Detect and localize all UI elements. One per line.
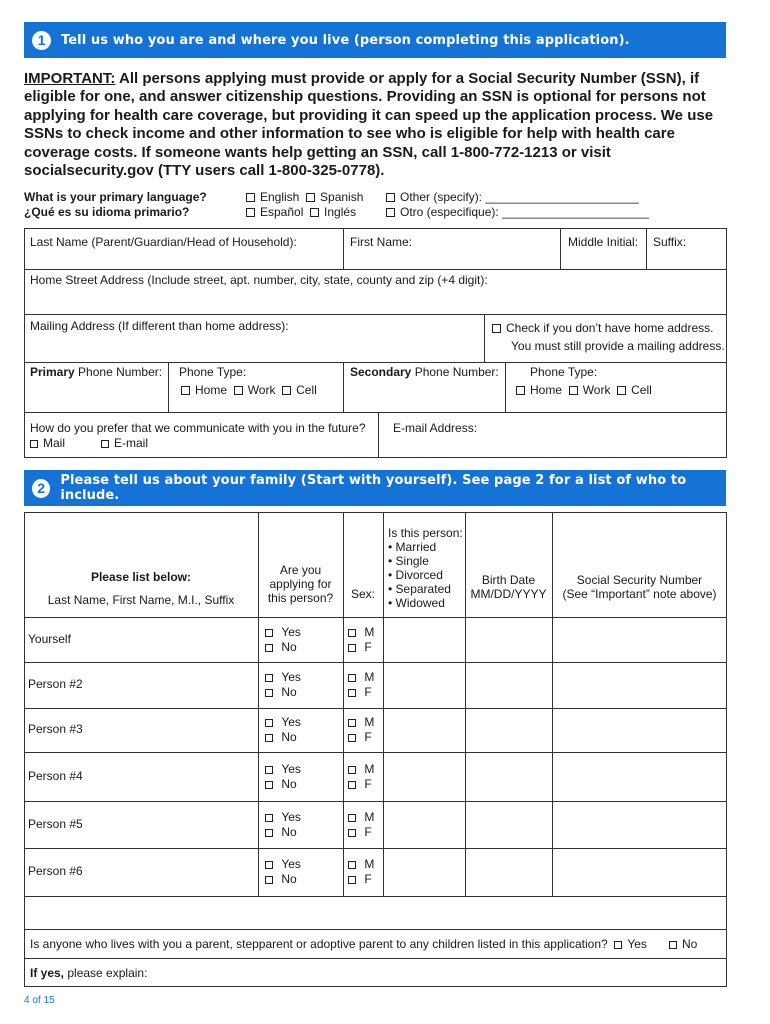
- sex-m-label: M: [364, 624, 375, 639]
- applying-yes-label: Yes: [281, 670, 301, 684]
- applying-yes-checkbox[interactable]: [265, 719, 273, 727]
- language-options-other: [386, 190, 649, 220]
- communicate-options: [30, 434, 148, 452]
- secondary-phone-label: Phone Number:: [411, 365, 499, 379]
- marital-input[interactable]: [385, 850, 463, 894]
- primary-work-checkbox[interactable]: [234, 386, 243, 395]
- language-question: [24, 190, 207, 220]
- sex-f-checkbox[interactable]: [348, 876, 356, 884]
- email-checkbox[interactable]: [101, 440, 109, 448]
- parent-question: [30, 935, 697, 953]
- applying-no-label: No: [281, 685, 297, 699]
- applying-options: [265, 625, 301, 655]
- no-home-check-label: Check if you don’t have home address.: [506, 321, 714, 335]
- email-address-field[interactable]: E-mail Address:: [393, 421, 478, 435]
- mailing-address-field[interactable]: Mailing Address (If different than home address):: [30, 319, 289, 333]
- is-this-person: Is this person:: [388, 526, 463, 540]
- suffix-field[interactable]: Suffix:: [653, 235, 687, 249]
- applying-no-checkbox[interactable]: [265, 876, 273, 884]
- applying-yes-checkbox[interactable]: [265, 674, 273, 682]
- ssn-input[interactable]: [554, 850, 725, 894]
- sex-options: [348, 625, 374, 655]
- applying-header: [258, 563, 343, 605]
- marital-input[interactable]: [385, 803, 463, 846]
- sex-f-checkbox[interactable]: [348, 734, 356, 742]
- family-row-label: Person #4: [28, 768, 83, 783]
- applying-line-2: applying for: [269, 577, 332, 591]
- marital-input[interactable]: [385, 710, 463, 750]
- sex-f-label: F: [364, 685, 372, 699]
- applying-yes-label: Yes: [281, 761, 301, 776]
- espanol-checkbox[interactable]: [246, 208, 255, 217]
- applying-yes-label: Yes: [281, 857, 301, 871]
- applying-yes-checkbox[interactable]: [265, 629, 273, 637]
- sex-options: [348, 810, 374, 840]
- sex-options: [348, 715, 374, 745]
- ingles-label: Inglés: [324, 205, 357, 219]
- mail-label: Mail: [43, 436, 66, 450]
- first-name-field[interactable]: First Name:: [350, 235, 413, 249]
- family-row-label: Person #5: [28, 816, 83, 831]
- home-address-field[interactable]: Home Street Address (Include street, apt. number, city, state, county and zip (+4 digit):: [30, 273, 488, 287]
- sex-f-checkbox[interactable]: [348, 689, 356, 697]
- birth-date-input[interactable]: [467, 850, 550, 894]
- section-1-banner: [24, 22, 726, 58]
- espanol-label: Español: [260, 205, 304, 219]
- no-home-note: You must still provide a mailing address.: [511, 339, 725, 353]
- ssn-input[interactable]: [554, 619, 725, 660]
- language-options-1: [246, 190, 363, 220]
- applying-no-label: No: [281, 776, 297, 791]
- spanish-label: Spanish: [320, 190, 364, 204]
- birth-date-line-2: MM/DD/YYYY: [470, 587, 547, 601]
- applying-options: [265, 670, 301, 700]
- ssn-header: [552, 573, 727, 601]
- primary-phone-label: Phone Number:: [74, 365, 163, 379]
- list-below-header: Please list below:: [90, 570, 192, 584]
- name-input[interactable]: [100, 664, 256, 706]
- primary-work-label: Work: [247, 383, 276, 397]
- ssn-input[interactable]: [554, 803, 725, 846]
- primary-phone-type-label: Phone Type:: [179, 365, 247, 379]
- applying-options: [265, 810, 301, 840]
- primary-cell-label: Cell: [296, 383, 317, 397]
- birth-date-input[interactable]: [467, 619, 550, 660]
- primary-phone-type: [181, 381, 317, 399]
- applying-options: [265, 762, 301, 792]
- other-lang-checkbox[interactable]: [386, 193, 395, 202]
- sex-header: Sex:: [350, 587, 375, 601]
- parent-yes-checkbox[interactable]: [614, 941, 622, 949]
- marital-option: • Married: [388, 540, 437, 554]
- sex-m-label: M: [364, 809, 375, 824]
- birth-date-input[interactable]: [467, 803, 550, 846]
- marital-option: • Widowed: [388, 596, 445, 610]
- applying-no-label: No: [281, 730, 297, 744]
- applying-yes-checkbox[interactable]: [265, 861, 273, 869]
- english-checkbox[interactable]: [246, 193, 255, 202]
- sex-f-checkbox[interactable]: [348, 644, 356, 652]
- marital-input[interactable]: [385, 664, 463, 706]
- section-number: 2: [32, 479, 50, 498]
- ssn-line-2: (See “Important” note above): [562, 587, 717, 601]
- section-title: Please tell us about your family (Start with yourself). See page 2 for a list of who to include.: [60, 473, 687, 503]
- sex-f-label: F: [364, 872, 372, 886]
- birth-date-header: [465, 573, 552, 601]
- other-lang-label[interactable]: Other (specify): _______________________: [400, 190, 639, 204]
- section-number: 1: [32, 31, 51, 50]
- sex-m-label: M: [364, 715, 375, 729]
- birth-date-input[interactable]: [467, 664, 550, 706]
- sex-m-checkbox[interactable]: [348, 719, 356, 727]
- no-home-address-checkbox[interactable]: [492, 324, 501, 333]
- sex-m-label: M: [364, 761, 375, 776]
- sex-m-checkbox[interactable]: [348, 814, 356, 822]
- applying-no-label: No: [281, 824, 297, 839]
- name-input[interactable]: [100, 850, 256, 894]
- secondary-bold: Secondary: [350, 365, 412, 379]
- name-input[interactable]: [100, 619, 256, 660]
- secondary-phone-field[interactable]: [350, 363, 499, 381]
- applying-no-checkbox[interactable]: [265, 829, 273, 837]
- marital-option: • Separated: [388, 582, 451, 596]
- applying-no-checkbox[interactable]: [265, 644, 273, 652]
- language-question-es: ¿Qué es su idioma primario?: [24, 205, 190, 219]
- parent-question-text: Is anyone who lives with you a parent, stepparent or adoptive parent to any children listed in this application?: [30, 937, 608, 951]
- sex-m-label: M: [364, 857, 375, 871]
- communicate-question: How do you prefer that we communicate with you in the future?: [30, 421, 366, 435]
- birth-date-line-1: Birth Date: [481, 573, 536, 587]
- ingles-checkbox[interactable]: [310, 208, 319, 217]
- sex-m-checkbox[interactable]: [348, 766, 356, 774]
- primary-phone-field[interactable]: [30, 363, 162, 381]
- language-question-en: What is your primary language?: [24, 190, 207, 204]
- sex-f-label: F: [364, 639, 372, 654]
- name-format-header: Last Name, First Name, M.I., Suffix: [47, 593, 235, 607]
- sex-f-label: F: [364, 730, 372, 744]
- family-row-label: Person #2: [28, 677, 83, 691]
- sex-options: [348, 670, 374, 700]
- section-title: Tell us who you are and where you live (person completing this application).: [61, 32, 630, 48]
- sex-f-checkbox[interactable]: [348, 781, 356, 789]
- ssn-input[interactable]: [554, 754, 725, 799]
- applying-options: [265, 857, 301, 887]
- parent-no-label: No: [681, 937, 698, 951]
- if-yes-bold: If yes,: [30, 966, 65, 980]
- parent-yes-label: Yes: [627, 937, 647, 951]
- secondary-phone-type: [516, 381, 652, 399]
- sex-m-checkbox[interactable]: [348, 674, 356, 682]
- sex-m-label: M: [364, 670, 375, 684]
- sex-options: [348, 762, 374, 792]
- ssn-input[interactable]: [554, 710, 725, 750]
- parent-no-checkbox[interactable]: [669, 941, 677, 949]
- no-home-address: [492, 319, 713, 337]
- important-notice: [24, 70, 728, 180]
- secondary-work-checkbox[interactable]: [569, 386, 578, 395]
- spanish-checkbox[interactable]: [306, 193, 315, 202]
- ssn-line-1: Social Security Number: [576, 573, 703, 587]
- email-option-label: E-mail: [114, 436, 149, 450]
- english-label: English: [260, 190, 300, 204]
- applying-line-1: Are you: [279, 563, 322, 577]
- sex-m-checkbox[interactable]: [348, 861, 356, 869]
- applying-no-checkbox[interactable]: [265, 734, 273, 742]
- applying-yes-label: Yes: [281, 809, 301, 824]
- sex-options: [348, 857, 374, 887]
- sex-f-label: F: [364, 824, 372, 839]
- important-text: All persons applying must provide or apply for a Social Security Number (SSN), if eligible for one, and answer citizenship questions. Providing an SSN is optional for persons not applying for health care coverage, but providing it can speed up the application process. We use SSNs to check income and other information to see who is eligible for help with health care coverage costs. If someone wants help getting an SSN, call 1-800-772-1213 or visit socialsecurity.gov (TTY users call 1-800-325-0778).: [24, 70, 714, 180]
- name-input[interactable]: [100, 803, 256, 846]
- name-input[interactable]: [100, 754, 256, 799]
- mail-checkbox[interactable]: [30, 440, 38, 448]
- name-input[interactable]: [100, 710, 256, 750]
- applying-line-3: this person?: [267, 591, 334, 605]
- birth-date-input[interactable]: [467, 710, 550, 750]
- applying-yes-label: Yes: [281, 715, 301, 729]
- middle-initial-field[interactable]: Middle Initial:: [568, 235, 639, 249]
- marital-input[interactable]: [385, 754, 463, 799]
- secondary-home-checkbox[interactable]: [516, 386, 525, 395]
- otro-lang-checkbox[interactable]: [386, 208, 395, 217]
- applying-yes-label: Yes: [281, 624, 301, 639]
- marital-header: [385, 526, 465, 610]
- family-row-label: Person #3: [28, 722, 83, 736]
- secondary-cell-label: Cell: [631, 383, 652, 397]
- secondary-cell-checkbox[interactable]: [617, 386, 626, 395]
- applying-no-checkbox[interactable]: [265, 689, 273, 697]
- primary-home-checkbox[interactable]: [181, 386, 190, 395]
- primary-bold: Primary: [30, 365, 75, 379]
- secondary-home-label: Home: [530, 383, 563, 397]
- sex-f-label: F: [364, 776, 372, 791]
- secondary-phone-type-label: Phone Type:: [530, 365, 598, 379]
- marital-option: • Divorced: [388, 568, 443, 582]
- last-name-field[interactable]: Last Name (Parent/Guardian/Head of Household):: [30, 235, 297, 249]
- applying-yes-checkbox[interactable]: [265, 766, 273, 774]
- secondary-work-label: Work: [582, 383, 611, 397]
- sex-f-checkbox[interactable]: [348, 829, 356, 837]
- otro-lang-label[interactable]: Otro (especifique): ______________________: [400, 205, 649, 219]
- applying-options: [265, 715, 301, 745]
- section-2-banner: [24, 470, 726, 506]
- ssn-input[interactable]: [554, 664, 725, 706]
- page-number: 4 of 15: [24, 995, 55, 1006]
- primary-home-label: Home: [195, 383, 228, 397]
- birth-date-input[interactable]: [467, 754, 550, 799]
- applying-no-label: No: [281, 639, 297, 654]
- family-row-label: Person #6: [28, 864, 83, 878]
- applying-no-checkbox[interactable]: [265, 781, 273, 789]
- if-yes-text: please explain:: [64, 966, 148, 980]
- if-yes-explain[interactable]: [30, 964, 147, 982]
- marital-input[interactable]: [385, 619, 463, 660]
- marital-option: • Single: [388, 554, 429, 568]
- sex-m-checkbox[interactable]: [348, 629, 356, 637]
- important-label: IMPORTANT:: [24, 70, 116, 87]
- primary-cell-checkbox[interactable]: [282, 386, 291, 395]
- family-row-label: Yourself: [28, 631, 71, 646]
- applying-no-label: No: [281, 872, 297, 886]
- applying-yes-checkbox[interactable]: [265, 814, 273, 822]
